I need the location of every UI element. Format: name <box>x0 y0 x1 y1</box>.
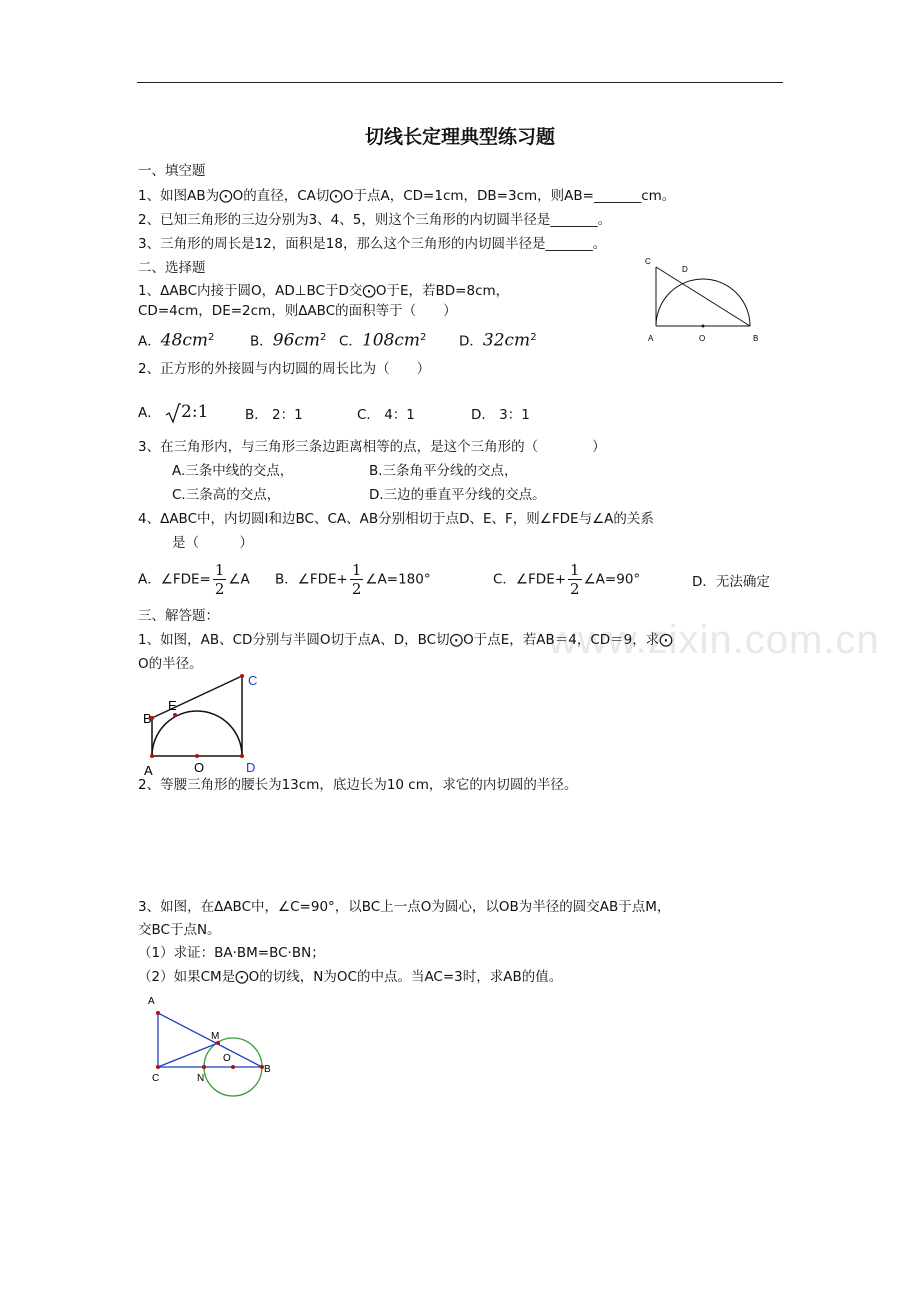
s2-q1-line2: CD=4cm，DE=2cm，则ΔABC的面积等于（ ） <box>138 303 457 319</box>
s2-q1-option-d: D．$32cm^2$ <box>459 330 537 351</box>
label-o: O <box>194 760 205 775</box>
s2-q4-line1: 4、ΔABC中，内切圆I和边BC、CA、AB分别相切于点D、E、F，则∠FDE与∠A的关系 <box>138 511 654 527</box>
s2-q3-option-a: A.三条中线的交点， <box>172 463 294 479</box>
label-a: A <box>148 996 155 1007</box>
s2-q3: 3、在三角形内，与三角形三条边距离相等的点，是这个三角形的（ ） <box>138 439 606 455</box>
section2-header: 二、选择题 <box>138 260 206 276</box>
s2-q2-option-c: C． 4：1 <box>357 407 415 423</box>
figure-semicircle-tangent <box>640 253 765 348</box>
label-o: O <box>223 1053 231 1064</box>
s3-q3-line2: 交BC于点N。 <box>138 922 221 938</box>
label-b: B <box>264 1064 271 1075</box>
label-c: C <box>248 673 258 688</box>
s2-q4-option-c: C．∠FDE+ $\frac{1}{2}$ ∠A=90° <box>493 561 641 598</box>
s1-q3: 3、三角形的周长是12，面积是18，那么这个三角形的内切圆半径是_______。 <box>138 236 607 252</box>
s3-q3-part1: （1）求证：BA·BM=BC·BN； <box>138 945 325 961</box>
s2-q1-option-c: C．$108cm^2$ <box>339 330 427 351</box>
s2-q3-option-b: B.三条角平分线的交点， <box>369 463 518 479</box>
fraction-half: $\frac{1}{2}$ <box>351 561 362 598</box>
s2-q3-option-d: D.三边的垂直平分线的交点。 <box>369 487 546 503</box>
s3-q3-part2: （2）如果CM是⨀O的切线，N为OC的中点。当AC=3时，求AB的值。 <box>138 969 563 985</box>
page-title: 切线长定理典型练习题 <box>364 126 555 148</box>
figure-trapezoid-semicircle <box>138 668 268 778</box>
label-o: O <box>699 334 706 343</box>
fraction-half: $\frac{1}{2}$ <box>214 561 225 598</box>
label-d: D <box>682 265 688 274</box>
s1-q1: 1、如图AB为⨀O的直径，CA切⨀O于点A，CD=1cm，DB=3cm，则AB=_______cm。 <box>138 188 676 204</box>
label-b: B <box>143 711 152 726</box>
s2-q3-option-c: C.三条高的交点， <box>172 487 281 503</box>
s3-q1-line2: O的半径。 <box>138 656 203 672</box>
s2-q1-option-b: B．$96cm^2$ <box>250 330 327 351</box>
s3-q1-line1: 1、如图，AB、CD分别与半圆O切于点A、D，BC切⨀O于点E，若AB＝4，CD＝9，求⨀ <box>138 632 673 648</box>
label-a: A <box>648 334 654 343</box>
s2-q2-option-b: B． 2：1 <box>245 407 303 423</box>
s2-q2-option-d: D． 3：1 <box>471 407 530 423</box>
s3-q2: 2、等腰三角形的腰长为13cm，底边长为10 cm，求它的内切圆的半径。 <box>138 777 578 793</box>
label-c: C <box>645 257 651 266</box>
sqrt-sign-icon <box>165 402 181 424</box>
label-n: N <box>197 1073 205 1084</box>
s2-q2-option-a: A． 2:1 <box>138 402 209 422</box>
label-a: A <box>144 763 153 778</box>
s2-q4-option-a: A．∠FDE= $\frac{1}{2}$ ∠A <box>138 561 250 598</box>
header-rule <box>137 82 783 83</box>
fraction-half: $\frac{1}{2}$ <box>570 561 580 598</box>
s2-q4-line2: 是（ ） <box>172 535 253 551</box>
s1-q2: 2、已知三角形的三边分别为3、4、5，则这个三角形的内切圆半径是_______。 <box>138 212 612 228</box>
s2-q1-line1: 1、ΔABC内接于圆O，AD⊥BC于D交⨀O于E，若BD=8cm， <box>138 283 510 299</box>
label-b: B <box>753 334 759 343</box>
label-e: E <box>168 698 177 713</box>
s2-q4-option-d: D．无法确定 <box>692 574 770 590</box>
label-m: M <box>211 1031 220 1042</box>
s2-q2: 2、正方形的外接圆与内切圆的周长比为（ ） <box>138 361 431 377</box>
s2-q4-option-b: B．∠FDE+ $\frac{1}{2}$ ∠A=180° <box>275 561 431 598</box>
label-c: C <box>152 1073 160 1084</box>
watermark: www.zixin.com.cn <box>548 618 880 662</box>
section3-header: 三、解答题： <box>138 608 219 624</box>
label-d: D <box>246 760 256 775</box>
s2-q1-option-a: A．$48cm^2$ <box>138 330 215 351</box>
section1-header: 一、填空题 <box>138 163 206 179</box>
figure-right-triangle-circle <box>140 990 280 1100</box>
s3-q3-line1: 3、如图，在ΔABC中，∠C=90°，以BC上一点O为圆心，以OB为半径的圆交AB于点M， <box>138 899 671 915</box>
